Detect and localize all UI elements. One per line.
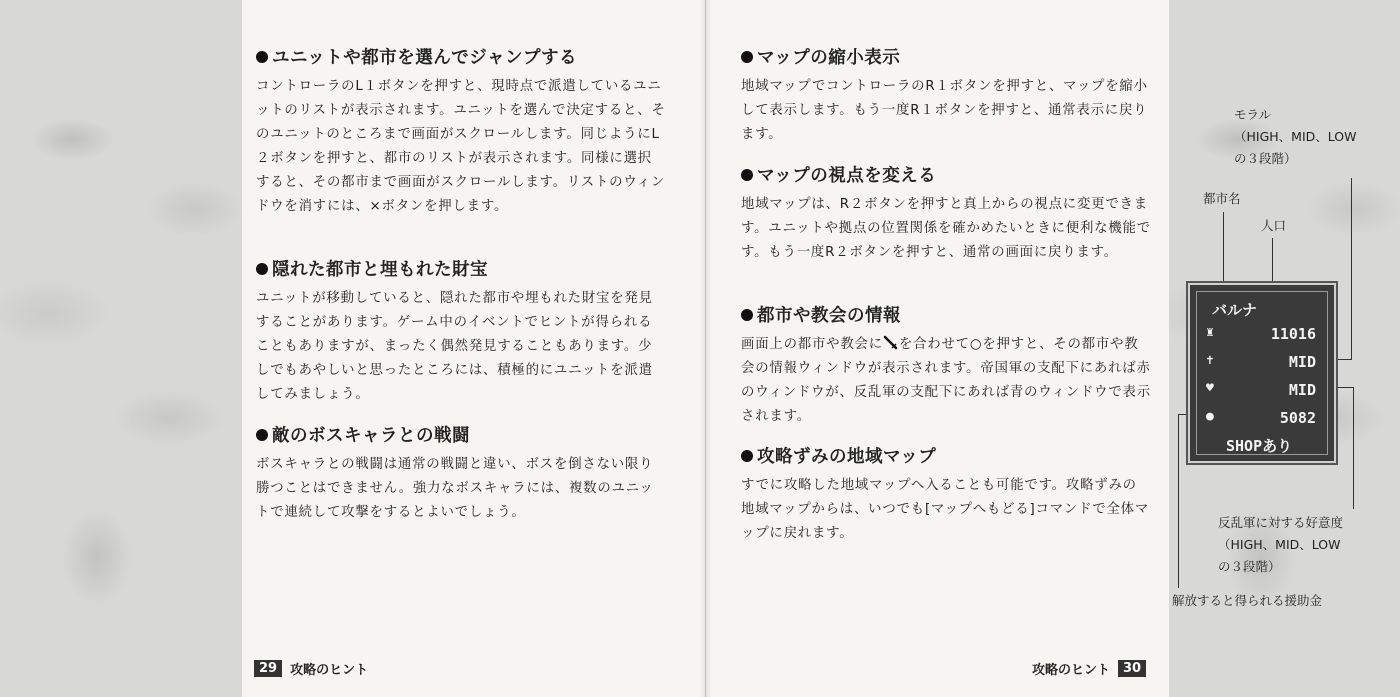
page-number: 29 — [254, 660, 282, 677]
city-status-window — [1188, 283, 1336, 463]
bullet-icon — [741, 309, 753, 321]
section-heading: 都市や教会の情報 — [757, 306, 901, 326]
bullet-icon — [741, 51, 753, 63]
section-body: コントローラのL１ボタンを押すと、現時点で派遣しているユニットのリストが表示されます。ユニットを選んで決定すると、そのユニットのところまで画面がスクロールします。同じようにL２ボタンを押すと、都市のリストが表示されます。同様に選択すると、その都市まで画面がスクロールします。リストのウィンドウを消すには、×ボタンを押します。 — [256, 79, 666, 214]
footer-right — [1032, 659, 1146, 678]
heart-icon: ♥ — [1206, 381, 1214, 396]
bullet-icon — [741, 169, 753, 181]
annotation-rebel-favor — [1218, 512, 1343, 578]
population-value: 11016 — [1270, 325, 1316, 343]
annotation-population: 人口 — [1261, 218, 1287, 233]
castle-icon: ♜ — [1206, 325, 1214, 340]
section-jump — [256, 44, 666, 219]
book-gutter — [700, 0, 712, 697]
rebel-favor-label: 反乱軍に対する好意度 — [1218, 515, 1344, 530]
coin-icon: ● — [1206, 409, 1214, 424]
rebel-favor-levels-line1: （HIGH、MID、LOW — [1218, 537, 1341, 552]
morale-levels-line1: （HIGH、MID、LOW — [1234, 129, 1357, 144]
favor-value: MID — [1288, 381, 1316, 399]
bullet-icon — [256, 263, 268, 275]
section-heading: マップの縮小表示 — [757, 48, 901, 68]
section-heading: 攻略ずみの地域マップ — [757, 447, 937, 467]
leader-line-favor — [1353, 387, 1354, 509]
section-body: すでに攻略した地域マップへ入ることも可能です。攻略ずみの地域マップからは、いつでも[マップへもどる]コマンドで全体マップに戻れます。 — [741, 478, 1150, 541]
section-hidden-cities — [256, 256, 666, 407]
body-text-before: 画面上の都市や教会に — [741, 337, 883, 352]
section-map-zoom — [741, 44, 1151, 147]
city-name-value: バルナ — [1212, 301, 1258, 319]
body-text-after: を合わせて○を押すと、その都市や教会の情報ウィンドウが表示されます。帝国軍の支配下にあれば赤のウィンドウが、反乱軍の支配下にあれば青のウィンドウで表示されます。 — [741, 337, 1151, 424]
section-heading: ユニットや都市を選んでジャンプする — [272, 48, 577, 68]
section-heading: 敵のボスキャラとの戦闘 — [272, 426, 470, 446]
leader-line-funds — [1178, 414, 1179, 588]
section-body: ユニットが移動していると、隠れた都市や埋もれた財宝を発見することがあります。ゲーム中のイベントでヒントが得られることもありますが、まったく偶然発見することもあります。少しでもあやしいと思ったところには、積極的にユニットを派遣してみましょう。 — [256, 291, 653, 402]
section-body: 地域マップは、R２ボタンを押すと真上からの視点に変更できます。ユニットや拠点の位置関係を確かめたいときに便利な機能です。もう一度R２ボタンを押すと、通常の画面に戻ります。 — [741, 197, 1151, 260]
cross-icon: ✝ — [1206, 353, 1214, 368]
left-marble-background — [0, 0, 242, 697]
page-number: 30 — [1118, 660, 1146, 677]
section-city-info — [741, 302, 1151, 429]
leader-line-morale — [1351, 178, 1352, 360]
annotation-liberation-funds: 解放すると得られる援助金 — [1172, 593, 1323, 608]
bullet-icon — [256, 429, 268, 441]
rebel-favor-levels-line2: の３段階） — [1218, 559, 1281, 574]
section-cleared-maps — [741, 443, 1151, 546]
morale-label: モラル — [1234, 107, 1272, 122]
section-body — [741, 333, 1151, 429]
shop-value: SHOPあり — [1226, 437, 1293, 455]
section-heading: マップの視点を変える — [757, 166, 937, 186]
sword-cursor-icon — [883, 335, 899, 351]
section-body: ボスキャラとの戦闘は通常の戦闘と違い、ボスを倒さない限り勝つことはできません。強力なボスキャラには、複数のユニットで連続して攻撃をするとよいでしょう。 — [256, 457, 654, 520]
footer-title: 攻略のヒント — [290, 663, 369, 678]
bullet-icon — [741, 450, 753, 462]
annotation-morale — [1234, 104, 1357, 170]
section-map-view — [741, 162, 1151, 265]
footer-left — [254, 659, 368, 678]
funds-value: 5082 — [1279, 409, 1316, 427]
section-heading: 隠れた都市と埋もれた財宝 — [272, 260, 488, 280]
footer-title: 攻略のヒント — [1032, 663, 1111, 678]
section-boss-battle — [256, 422, 666, 525]
bullet-icon — [256, 51, 268, 63]
section-body: 地域マップでコントローラのR１ボタンを押すと、マップを縮小して表示します。もう一度R１ボタンを押すと、通常表示に戻ります。 — [741, 79, 1148, 142]
morale-value: MID — [1288, 353, 1316, 371]
morale-levels-line2: の３段階） — [1234, 151, 1297, 166]
annotation-city-name: 都市名 — [1203, 191, 1241, 206]
